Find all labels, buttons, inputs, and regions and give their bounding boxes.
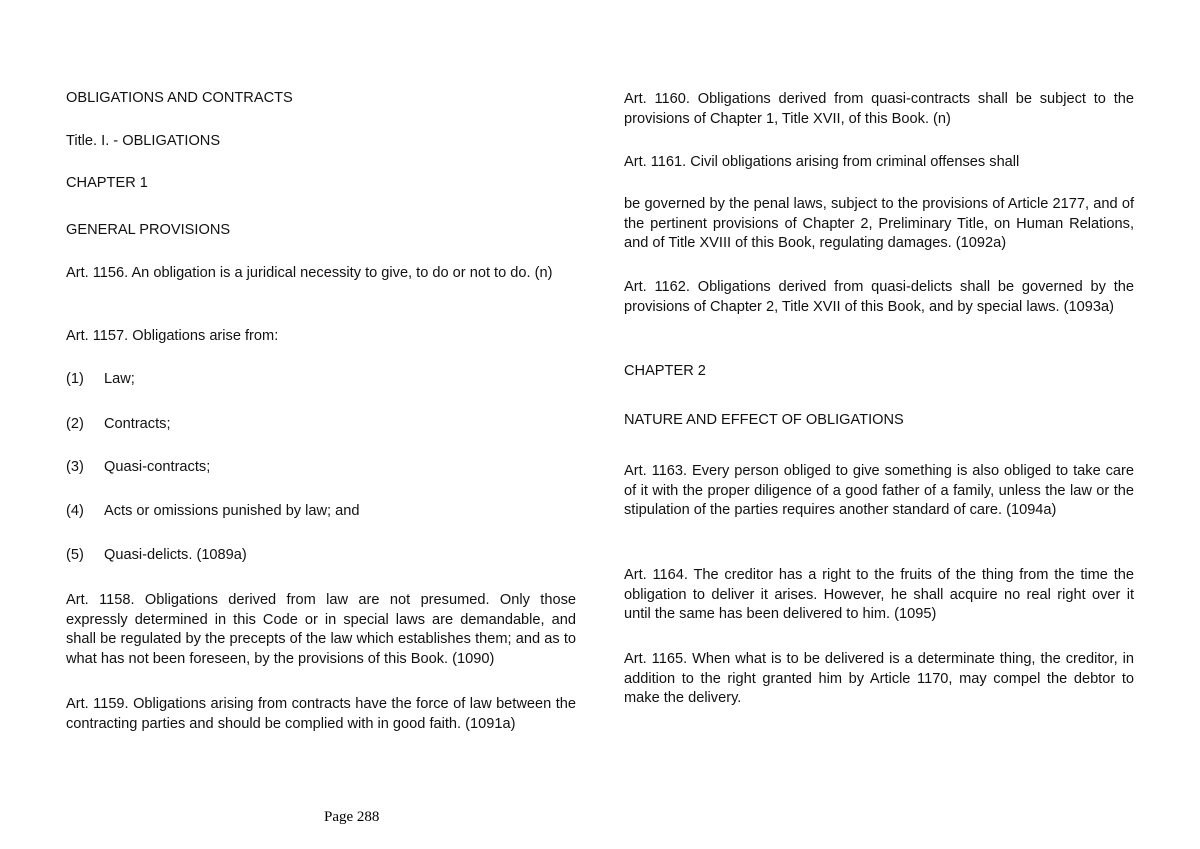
article-1164: Art. 1164. The creditor has a right to the fruits of the thing from the time the obligation to deliver it arises. However, he shall acquire no real right over it until the same has been delivered to him. (1095) — [624, 567, 1134, 622]
article-1161-part-1: Art. 1161. Civil obligations arising from criminal offenses shall — [624, 154, 1020, 170]
source-item — [66, 370, 576, 390]
article-1165: Art. 1165. When what is to be delivered is a determinate thing, the creditor, in addition to the right granted him by Article 1170, may compel the debtor to make the delivery. — [624, 651, 1134, 706]
source-item-text: Acts or omissions punished by law; and — [104, 503, 360, 519]
page-number: Page 288 — [324, 809, 380, 825]
source-item — [66, 546, 576, 566]
article-1160: Art. 1160. Obligations derived from quasi-contracts shall be subject to the provisions of Chapter 1, Title XVII, of this Book. (n) — [624, 91, 1134, 127]
article-1156: Art. 1156. An obligation is a juridical necessity to give, to do or not to do. (n) — [66, 265, 553, 281]
chapter-2-heading: CHAPTER 2 — [624, 363, 706, 379]
source-item-text: Contracts; — [104, 416, 171, 432]
article-1161-part-2: be governed by the penal laws, subject to the provisions of Article 2177, and of the pertinent provisions of Chapter 2, Preliminary Title, on Human Relations, and of Title XVIII of this Book, regulating damages. (1092a) — [624, 196, 1134, 251]
source-item-number: (4) — [66, 503, 84, 519]
source-item — [66, 502, 576, 522]
heading-obligations-and-contracts: OBLIGATIONS AND CONTRACTS — [66, 90, 293, 106]
source-item-text: Law; — [104, 371, 135, 387]
source-item — [66, 458, 576, 478]
title-obligations: Title. I. - OBLIGATIONS — [66, 133, 221, 149]
general-provisions-heading: GENERAL PROVISIONS — [66, 222, 231, 238]
source-item-text: Quasi-contracts; — [104, 459, 211, 475]
article-1157-intro: Art. 1157. Obligations arise from: — [66, 328, 279, 344]
article-1162: Art. 1162. Obligations derived from quasi-delicts shall be governed by the provisions of Chapter 2, Title XVII of this Book, and by special laws. (1093a) — [624, 279, 1134, 315]
source-item — [66, 415, 576, 435]
chapter-1-heading: CHAPTER 1 — [66, 175, 148, 191]
source-item-text: Quasi-delicts. (1089a) — [104, 547, 247, 563]
nature-and-effect-heading: NATURE AND EFFECT OF OBLIGATIONS — [624, 412, 904, 428]
article-1158: Art. 1158. Obligations derived from law are not presumed. Only those expressly determined in this Code or in special laws are demandable, and shall be regulated by the precepts of the law which establishes them; and as to what has not been foreseen, by the provisions of this Book. (1090) — [66, 592, 576, 667]
article-1163: Art. 1163. Every person obliged to give something is also obliged to take care of it with the proper diligence of a good father of a family, unless the law or the stipulation of the parties requires another standard of care. (1094a) — [624, 463, 1134, 518]
source-item-number: (2) — [66, 416, 84, 432]
source-item-number: (5) — [66, 547, 84, 563]
article-1159: Art. 1159. Obligations arising from contracts have the force of law between the contracting parties and should be complied with in good faith. (1091a) — [66, 696, 576, 732]
source-item-number: (1) — [66, 371, 84, 387]
source-item-number: (3) — [66, 459, 84, 475]
